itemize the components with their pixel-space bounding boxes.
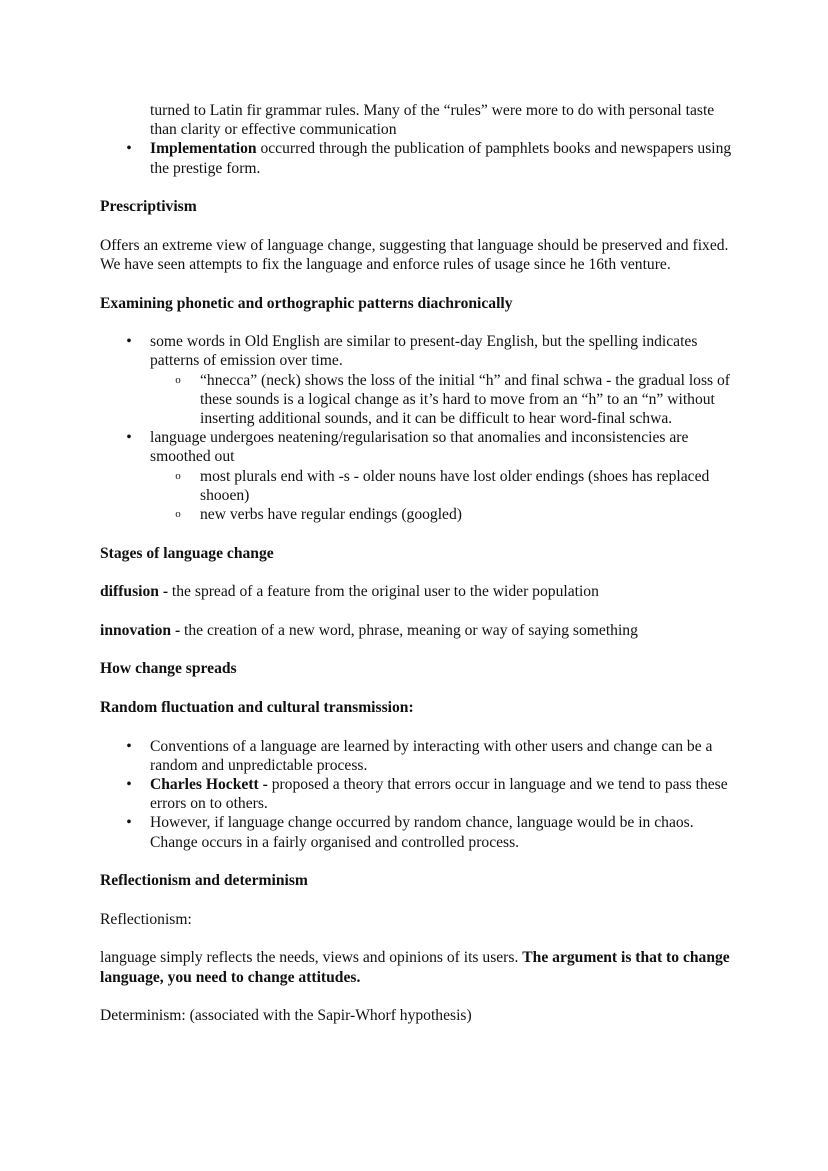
heading-random-fluctuation: Random fluctuation and cultural transmission:	[100, 698, 414, 716]
reflectionism-body	[100, 948, 740, 986]
bullet-icon: •	[126, 140, 132, 158]
sub-list-item	[150, 467, 740, 505]
definition-diffusion	[100, 582, 740, 601]
random-fluctuation-list	[100, 737, 740, 852]
list-item	[100, 775, 740, 813]
list-item-text: some words in Old English are similar to present-day English, but the spelling indicates patterns of emission over time.	[150, 333, 698, 370]
prescriptivism-body: Offers an extreme view of language change, suggesting that language should be preserved and fixed. We have seen attempts to fix the language and enforce rules of usage since he 16th venture.	[100, 236, 729, 273]
bullet-icon: •	[126, 429, 132, 447]
implementation-text: occurred through the publication of pamphlets books and newspapers using the prestige form.	[150, 140, 732, 177]
sub-list-item-text: “hnecca” (neck) shows the loss of the initial “h” and final schwa - the gradual loss of these sounds is a logical change as it’s hard to move from an “h” to an “n” without inserting additional sounds, and it can be difficult to hear word-final schwa.	[200, 371, 731, 427]
hollow-bullet-icon: o	[175, 373, 181, 386]
list-item	[100, 332, 740, 428]
definition-innovation	[100, 621, 740, 640]
list-item-text: However, if language change occurred by random chance, language would be in chaos. Change occurs in a fairly organised and controlled process.	[150, 814, 694, 851]
sub-list-item-text: most plurals end with -s - older nouns have lost older endings (shoes has replaced shooen)	[200, 467, 710, 504]
bullet-icon: •	[126, 775, 132, 793]
heading-reflectionism-determinism: Reflectionism and determinism	[100, 872, 308, 890]
list-item	[100, 813, 740, 851]
hollow-bullet-icon: o	[175, 508, 181, 521]
term-charles-hockett: Charles Hockett -	[150, 775, 268, 793]
sub-list	[150, 371, 740, 429]
list-item-text: Conventions of a language are learned by interacting with other users and change can be a random and unpredictable process.	[150, 737, 713, 774]
sub-list-item-text: new verbs have regular endings (googled)	[200, 506, 462, 524]
bullet-icon: •	[126, 333, 132, 351]
sub-list-item	[150, 505, 740, 524]
definition-text: the spread of a feature from the original user to the wider population	[168, 583, 599, 601]
sub-list-item	[150, 371, 740, 429]
determinism-label: Determinism: (associated with the Sapir-Whorf hypothesis)	[100, 1007, 472, 1025]
hollow-bullet-icon: o	[175, 469, 181, 482]
heading-prescriptivism: Prescriptivism	[100, 198, 197, 216]
term-diffusion: diffusion -	[100, 583, 169, 601]
implementation-term: Implementation	[150, 140, 257, 158]
heading-examining-patterns: Examining phonetic and orthographic patterns diachronically	[100, 294, 513, 312]
definition-text: the creation of a new word, phrase, meaning or way of saying something	[180, 621, 638, 639]
list-item	[100, 428, 740, 524]
document-page	[100, 101, 740, 1045]
list-item	[100, 737, 740, 775]
list-item-text: proposed a theory that errors occur in language and we tend to pass these errors on to others.	[150, 775, 728, 813]
bullet-icon: •	[126, 814, 132, 832]
list-item	[100, 139, 740, 177]
term-innovation: innovation -	[100, 621, 181, 639]
list-item-text: language undergoes neatening/regularisation so that anomalies and inconsistencies are smoothed out	[150, 429, 689, 466]
sub-list	[150, 467, 740, 525]
heading-how-change-spreads: How change spreads	[100, 660, 237, 678]
intro-continuation-text: turned to Latin fir grammar rules. Many of the “rules” were more to do with personal taste than clarity or effective communication	[150, 102, 715, 139]
heading-stages: Stages of language change	[100, 544, 274, 562]
reflectionism-argument: The argument is that to change language, you need to change attitudes.	[100, 949, 730, 986]
reflectionism-body-text: language simply reflects the needs, views and opinions of its users.	[100, 949, 523, 967]
bullet-icon: •	[126, 737, 132, 755]
implementation-list	[100, 139, 740, 177]
reflectionism-label: Reflectionism:	[100, 910, 192, 928]
examining-list	[100, 332, 740, 524]
